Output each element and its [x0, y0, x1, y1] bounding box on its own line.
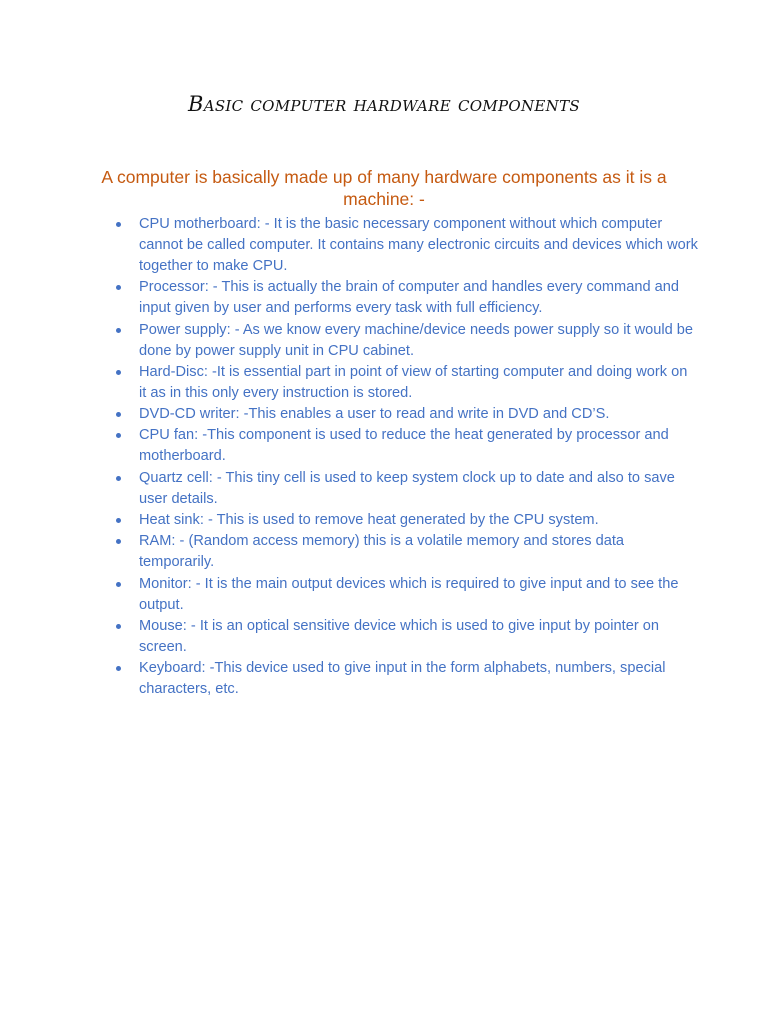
list-item — [108, 214, 698, 277]
list-item-text: CPU fan: -This component is used to reduce the heat generated by processor and motherboard. — [139, 427, 669, 465]
list-item-text: DVD-CD writer: -This enables a user to read and write in DVD and CD’S. — [139, 406, 610, 423]
list-item-text: Keyboard: -This device used to give input in the form alphabets, numbers, special characters, etc. — [139, 660, 666, 698]
bullet-dot-icon — [116, 412, 121, 417]
list-item — [108, 277, 698, 319]
bullet-dot-icon — [116, 433, 121, 438]
list-item-text: Power supply: - As we know every machine/device needs power supply so it would be done by power supply unit in CPU cabinet. — [139, 321, 694, 359]
component-list — [108, 214, 698, 701]
list-item-text: RAM: - (Random access memory) this is a volatile memory and stores data temporarily. — [139, 533, 624, 571]
list-item-text: Quartz cell: - This tiny cell is used to keep system clock up to date and also to save user details. — [139, 469, 675, 507]
list-item — [108, 425, 698, 467]
bullet-dot-icon — [116, 582, 121, 587]
list-item — [108, 404, 698, 425]
bullet-dot-icon — [116, 222, 121, 227]
list-item — [108, 320, 698, 362]
list-item-text: Monitor: - It is the main output devices which is required to give input and to see the output. — [139, 575, 679, 613]
list-item — [108, 531, 698, 573]
bullet-dot-icon — [116, 539, 121, 544]
bullet-dot-icon — [116, 328, 121, 333]
list-item-text: Mouse: - It is an optical sensitive device which is used to give input by pointer on screen. — [139, 617, 659, 655]
list-item-text: Heat sink: - This is used to remove heat generated by the CPU system. — [139, 512, 599, 529]
bullet-dot-icon — [116, 666, 121, 671]
list-item — [108, 510, 698, 531]
list-item-text: Hard-Disc: -It is essential part in point of view of starting computer and doing work on it as in this only every instruction is stored. — [139, 363, 688, 401]
list-item — [108, 574, 698, 616]
intro-paragraph: A computer is basically made up of many hardware components as it is a machine: - — [101, 167, 667, 209]
list-item — [108, 362, 698, 404]
bullet-dot-icon — [116, 624, 121, 629]
bullet-dot-icon — [116, 518, 121, 523]
bullet-dot-icon — [116, 285, 121, 290]
list-item — [108, 468, 698, 510]
list-item — [108, 658, 698, 700]
bullet-dot-icon — [116, 370, 121, 375]
list-item — [108, 616, 698, 658]
page-title: Basic computer hardware components — [187, 92, 580, 116]
list-item-text: CPU motherboard: - It is the basic necessary component without which computer cannot be called computer. It contains many electronic circuits and devices which work together to make CPU. — [139, 216, 698, 274]
bullet-dot-icon — [116, 476, 121, 481]
list-item-text: Processor: - This is actually the brain of computer and handles every command and input given by user and performs every task with full efficiency. — [139, 279, 679, 317]
